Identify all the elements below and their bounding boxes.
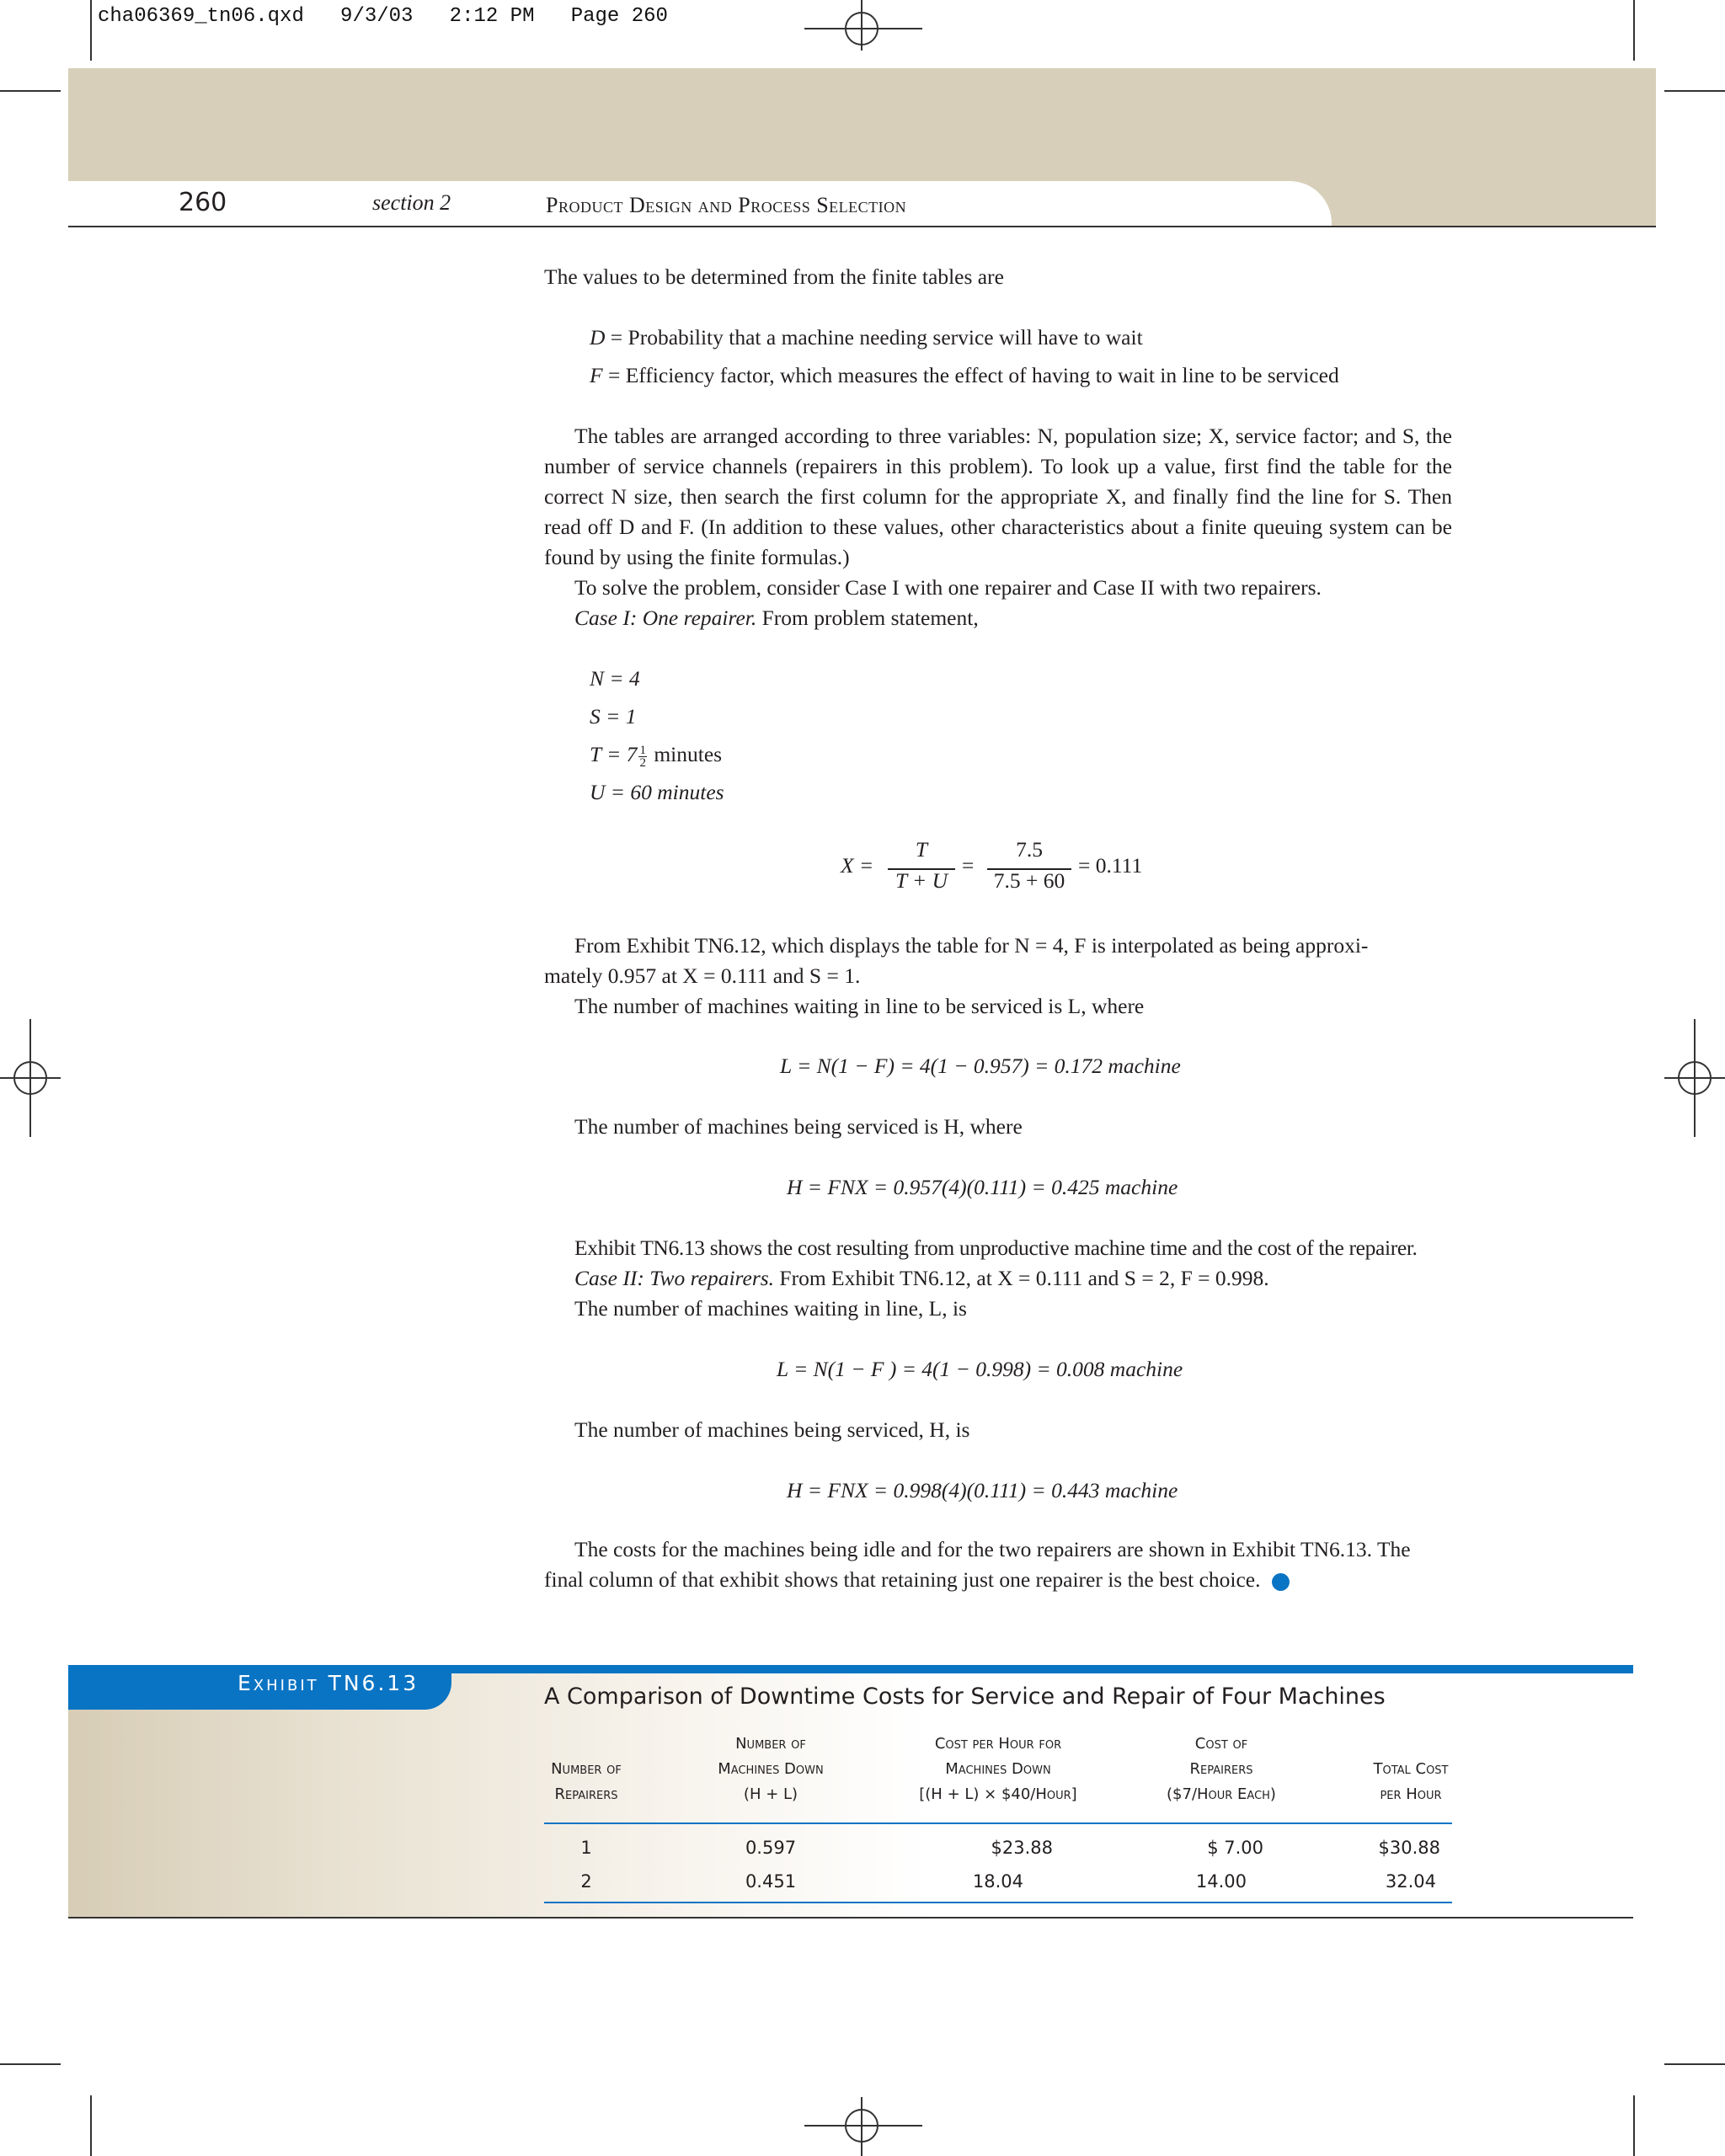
exhibit-bottom-rule	[68, 1917, 1633, 1919]
given-u: U = 60 minutes	[590, 780, 724, 804]
equation-l-case1: L = N(1 − F) = 4(1 − 0.957) = 0.172 machine	[780, 1054, 1181, 1078]
column-header-machine-cost: Cost per Hour for Machines Down [(H + L) × $40/Hour]	[919, 1735, 1077, 1803]
paragraph-waiting2: The number of machines waiting in line, L, is	[574, 1296, 967, 1321]
column-header-repairer-cost: Cost of Repairers ($7/Hour Each)	[1167, 1735, 1276, 1803]
exhibit-label: Exhibit TN6.13	[238, 1671, 419, 1695]
page-number: 260	[179, 188, 227, 217]
paragraph-tables: The tables are arranged according to three variables: N, population size; X, service factor; and S, the number of service channels (repairers in this problem). To look up a value, first find the table for the correct N size, then search the first column for the appropriate X, and finally find the line for S. Then read off D and F. (In addition to these values, other characteristics about a finite queuing system can be found by using the finite formulas.)	[544, 424, 1452, 569]
paragraph-from-exhibit-line1: From Exhibit TN6.12, which displays the table for N = 4, F is interpolated as being approxi-	[574, 933, 1369, 958]
paragraph-solve: To solve the problem, consider Case I with one repairer and Case II with two repairers.	[574, 575, 1322, 600]
column-header-machines-down: Number of Machines Down (H + L)	[718, 1735, 824, 1803]
column-header-repairers: Number of Repairers	[551, 1760, 622, 1803]
definition-d: D = Probability that a machine needing service will have to wait	[590, 325, 1143, 350]
paragraph-from-exhibit-line2: mately 0.957 at X = 0.111 and S = 1.	[544, 963, 861, 988]
end-of-example-bullet-icon	[1272, 1573, 1290, 1591]
paragraph-exhibit13: Exhibit TN6.13 shows the cost resulting from unproductive machine time and the cost of the repairer.	[574, 1235, 1418, 1260]
paragraph-serviced: The number of machines being serviced is H, where	[574, 1114, 1023, 1139]
table-bottom-rule	[544, 1902, 1452, 1903]
given-s: S = 1	[590, 704, 637, 728]
given-n: N = 4	[590, 666, 640, 691]
running-title: Product Design and Process Selection	[546, 193, 907, 217]
paragraph-costs-line1: The costs for the machines being idle and for the two repairers are shown in Exhibit TN6.13. The	[574, 1537, 1411, 1561]
exhibit-title: A Comparison of Downtime Costs for Service and Repair of Four Machines	[544, 1684, 1386, 1710]
section-label: section 2	[372, 190, 451, 215]
definition-f: F = Efficiency factor, which measures the effect of having to wait in line to be serviced	[590, 363, 1339, 387]
printer-slug: cha06369_tn06.qxd 9/3/03 2:12 PM Page 260	[98, 5, 668, 28]
case2-heading: Case II: Two repairers. From Exhibit TN6.12, at X = 0.111 and S = 2, F = 0.998.	[574, 1266, 1269, 1290]
column-header-total-cost: Total Cost per Hour	[1373, 1760, 1449, 1803]
table-header-rule	[544, 1822, 1452, 1824]
equation-l-case2: L = N(1 − F ) = 4(1 − 0.998) = 0.008 machine	[777, 1357, 1183, 1381]
header-rule	[68, 226, 1656, 227]
given-t: T = 7 $\frac{1}{2}$ minutes	[590, 742, 723, 770]
paragraph-waiting: The number of machines waiting in line to be serviced is L, where	[574, 994, 1145, 1018]
paragraph-costs-line2: final column of that exhibit shows that retaining just one repairer is the best choice.	[544, 1565, 1290, 1595]
equation-h-case1: H = FNX = 0.957(4)(0.111) = 0.425 machine	[787, 1175, 1178, 1199]
equation-h-case2: H = FNX = 0.998(4)(0.111) = 0.443 machine	[787, 1478, 1178, 1502]
intro-text: The values to be determined from the finite tables are	[544, 264, 1004, 289]
paragraph-serviced2: The number of machines being serviced, H, is	[574, 1417, 970, 1442]
case1-heading: Case I: One repairer. From problem statement,	[574, 606, 979, 630]
